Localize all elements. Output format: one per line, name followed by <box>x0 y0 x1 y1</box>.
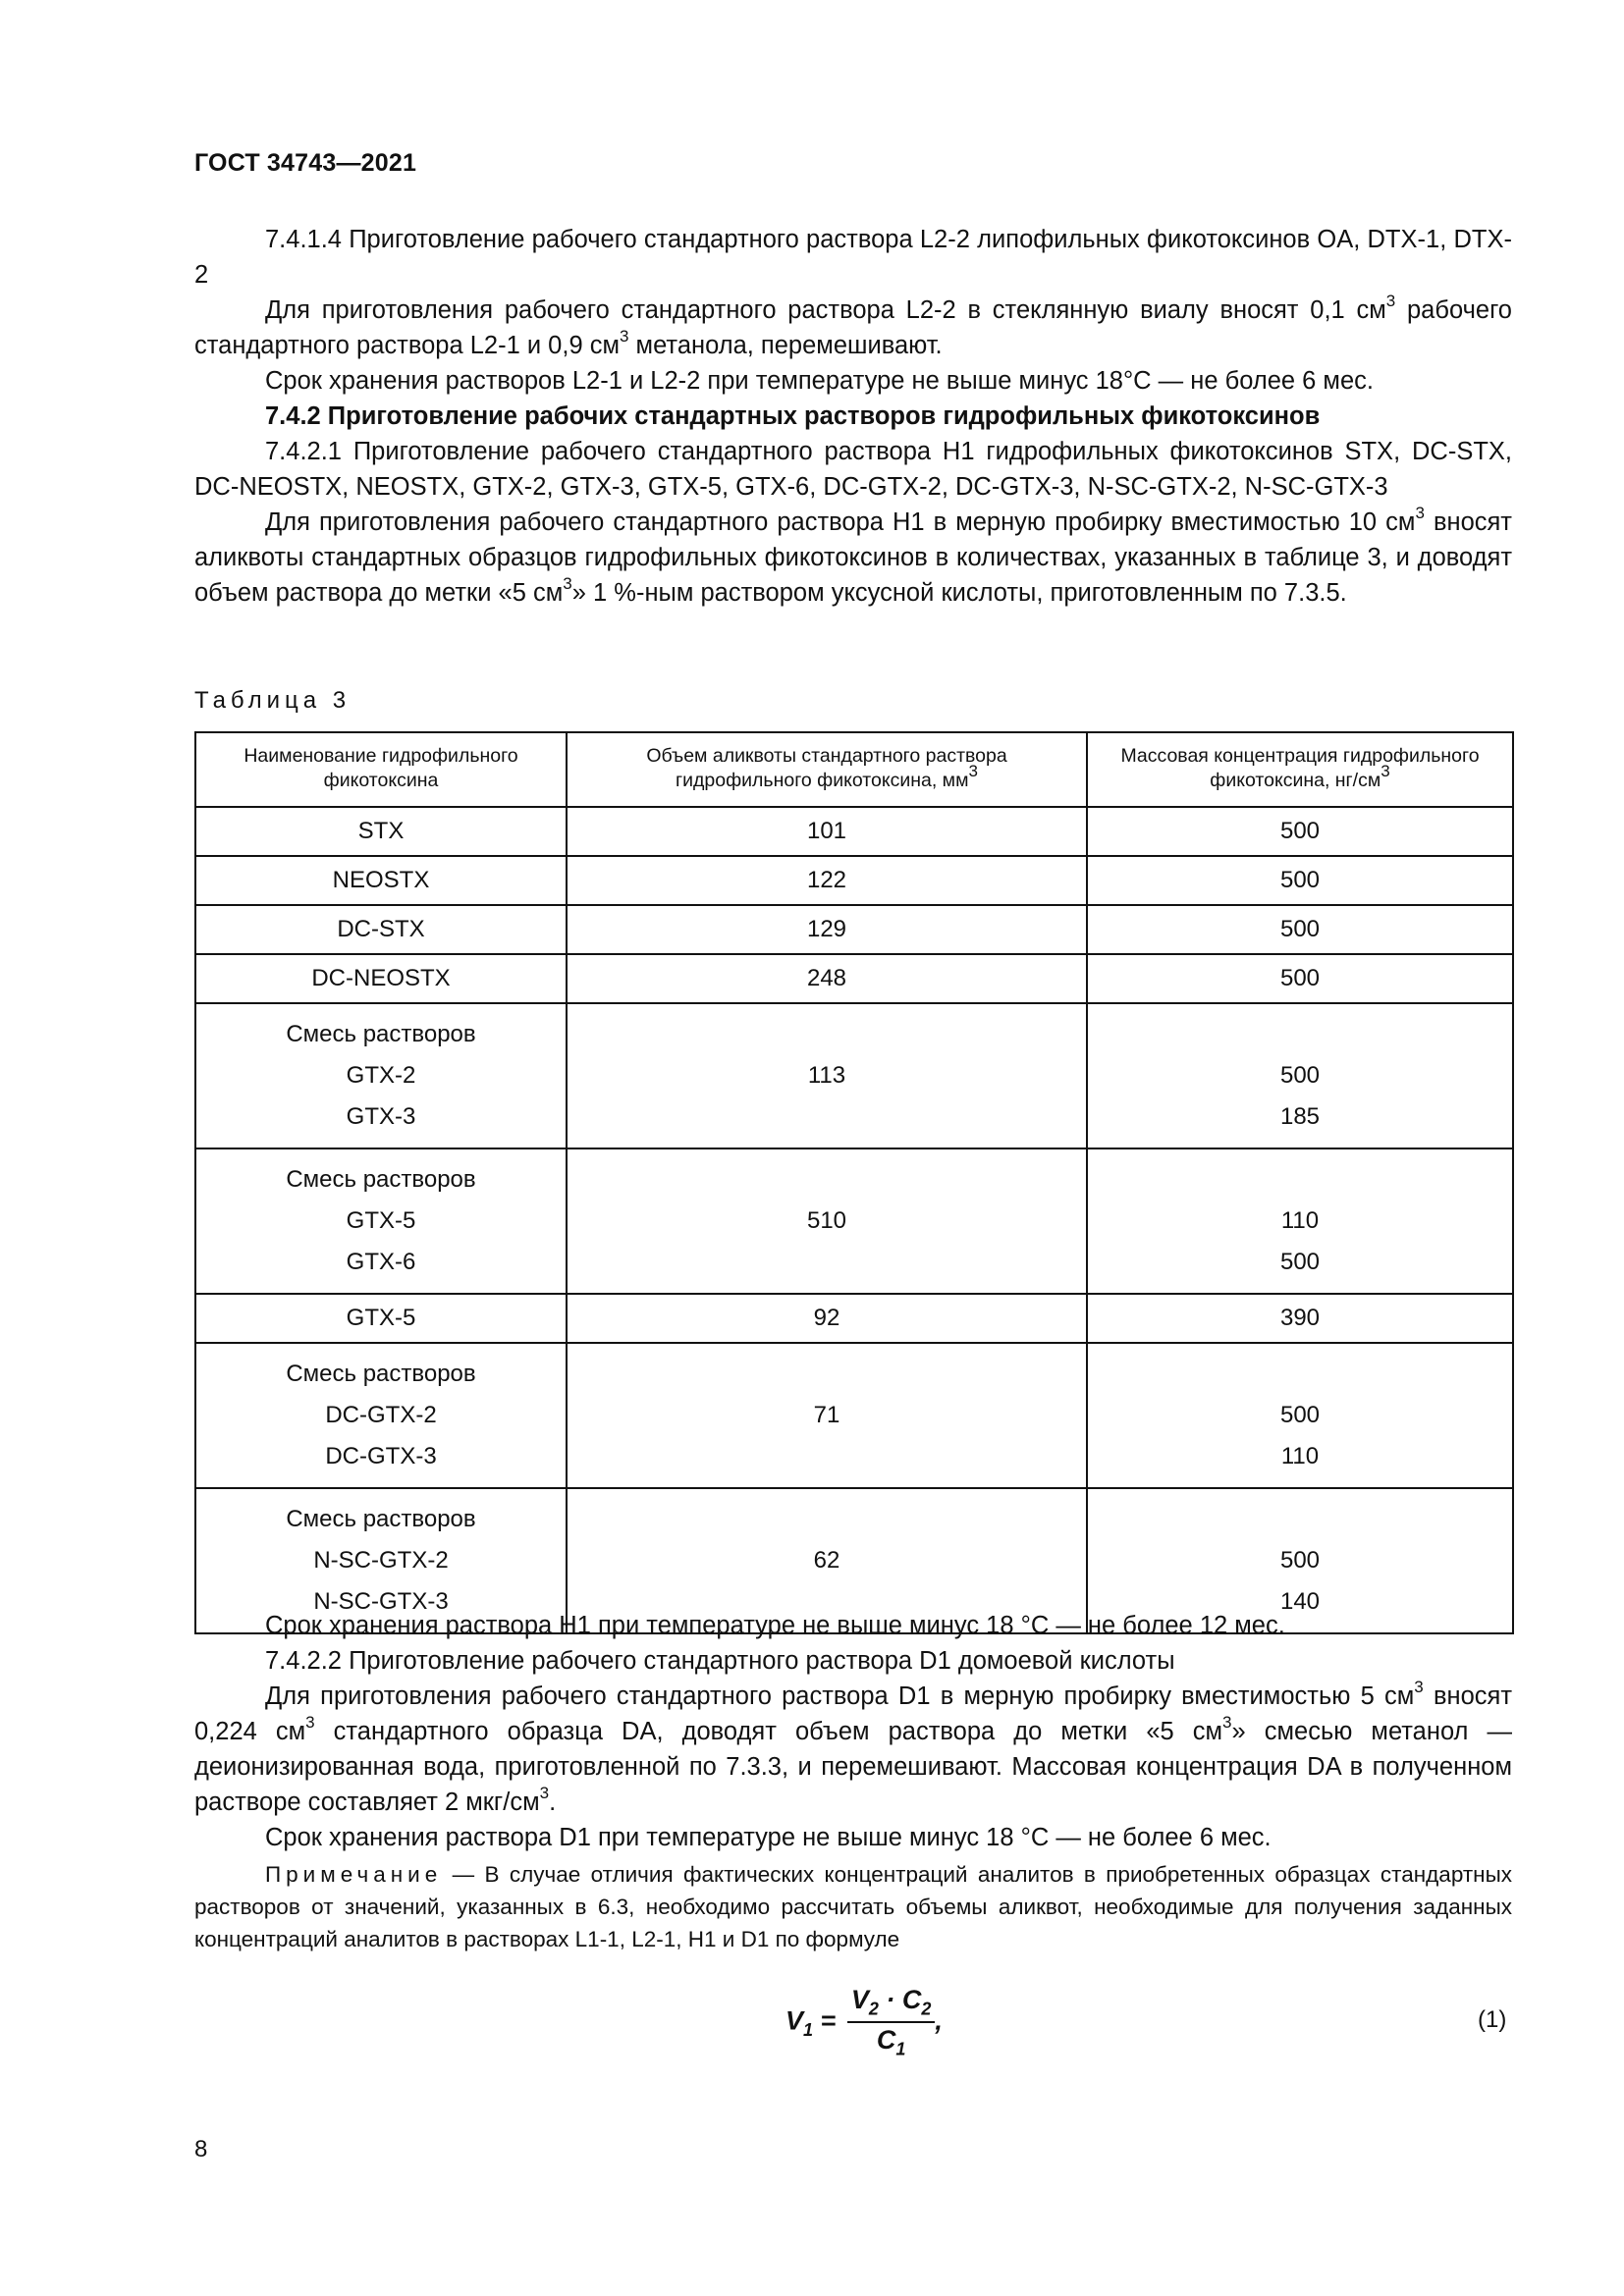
paragraph-7-4-1-4: 7.4.1.4 Приготовление рабочего стандартного раствора L2-2 липофильных фикотоксинов OA, DTX-1, DTX-2 <box>194 226 1512 289</box>
paragraph-7-4-2-2: 7.4.2.2 Приготовление рабочего стандартного раствора D1 домоевой кислоты <box>265 1647 1175 1675</box>
header-toxin-name: Наименование гидрофильного фикотоксина <box>195 732 567 807</box>
equation-number: (1) <box>1478 2006 1507 2033</box>
section-heading-7-4-2: 7.4.2 Приготовление рабочих стандартных растворов гидрофильных фикотоксинов <box>265 402 1321 430</box>
note-label: Примечание <box>265 1862 443 1887</box>
note-text: — В случае отличия фактических концентраций аналитов в приобретенных образцах стандартных растворов от значений, указанных в 6.3, необходимо рассчитать объемы аликвот, необходимые для получения заданных концентраций аналитов в растворах L1-1, L2-1, H1 и D1 по формуле <box>194 1862 1512 1951</box>
toxin-table <box>194 731 1514 1634</box>
paragraph-7-4-2-1: 7.4.2.1 Приготовление рабочего стандартного раствора H1 гидрофильных фикотоксинов STX, DC-STX, DC-NEOSTX, NEOSTX, GTX-2, GTX-3, GTX-5, GTX-6, DC-GTX-2, DC-GTX-3, N-SC-GTX-2, N-SC-GTX-3 <box>194 438 1512 501</box>
document-header: ГОСТ 34743—2021 <box>194 149 417 177</box>
paragraph-l2-2-preparation: Для приготовления рабочего стандартного раствора L2-2 в стеклянную виалу вносят 0,1 $см^3$ рабочего стандартного раствора L2-1 и 0,9 $см^3$ метанола, перемешивают. <box>194 291 1512 359</box>
paragraph-d1-storage: Срок хранения раствора D1 при температуре не выше минус 18 °С — не более 6 мес. <box>265 1824 1272 1851</box>
paragraph-h1-preparation: Для приготовления рабочего стандартного раствора H1 в мерную пробирку вместимостью 10 $см^3$ вносят аликвоты стандартных образцов гидрофильных фикотоксинов в количествах, указанных в таблице 3, и доводят объем раствора до метки «5 $см^3$» 1 %-ным раствором уксусной кислоты, приготовленным по 7.3.5. <box>194 503 1512 607</box>
table-row: GTX-5 92 390 <box>195 1294 1513 1343</box>
table-row: NEOSTX 122 500 <box>195 856 1513 905</box>
table-row-mixture: Смесь растворов GTX-2 GTX-3 113 500 185 <box>195 1003 1513 1148</box>
body-text <box>194 222 1512 611</box>
paragraph-h1-storage: Срок хранения раствора H1 при температуре не выше минус 18 °С — не более 12 мес. <box>265 1612 1285 1639</box>
header-aliquot-volume: Объем аликвоты стандартного раствора гидрофильного фикотоксина, $мм^3$ <box>567 732 1087 807</box>
body-text-after-table <box>194 1608 1512 1855</box>
formula: $V_1$ = $\frac{V_2 \cdot C_2}{C_1}$ , <box>785 1985 943 2059</box>
note <box>194 1858 1512 1955</box>
table-row-mixture: Смесь растворов DC-GTX-2 DC-GTX-3 71 500 110 <box>195 1343 1513 1488</box>
table-caption: Таблица 3 <box>194 687 352 714</box>
table-row: DC-STX 129 500 <box>195 905 1513 954</box>
header-mass-concentration: Массовая концентрация гидрофильного фикотоксина, $нг/см^3$ <box>1087 732 1513 807</box>
table-row-mixture: Смесь растворов GTX-5 GTX-6 510 110 500 <box>195 1148 1513 1294</box>
table-header-row <box>195 732 1513 807</box>
table-row: STX 101 500 <box>195 807 1513 856</box>
table-row-mixture: Смесь растворов N-SC-GTX-2 N-SC-GTX-3 62 500 140 <box>195 1488 1513 1633</box>
table-row: DC-NEOSTX 248 500 <box>195 954 1513 1003</box>
paragraph-d1-preparation: Для приготовления рабочего стандартного раствора D1 в мерную пробирку вместимостью 5 $см^3$ вносят 0,224 $см^3$ стандартного образца DA, доводят объем раствора до метки «5 $см^3$» смесью метанол — деионизированная вода, приготовленной по 7.3.3, и перемешивают. Массовая концентрация DA в полученном растворе составляет 2 мкг/$см^3$. <box>194 1677 1512 1816</box>
paragraph-l2-storage: Срок хранения растворов L2-1 и L2-2 при температуре не выше минус 18°С — не более 6 мес. <box>265 367 1374 395</box>
page-number: 8 <box>194 2136 208 2163</box>
